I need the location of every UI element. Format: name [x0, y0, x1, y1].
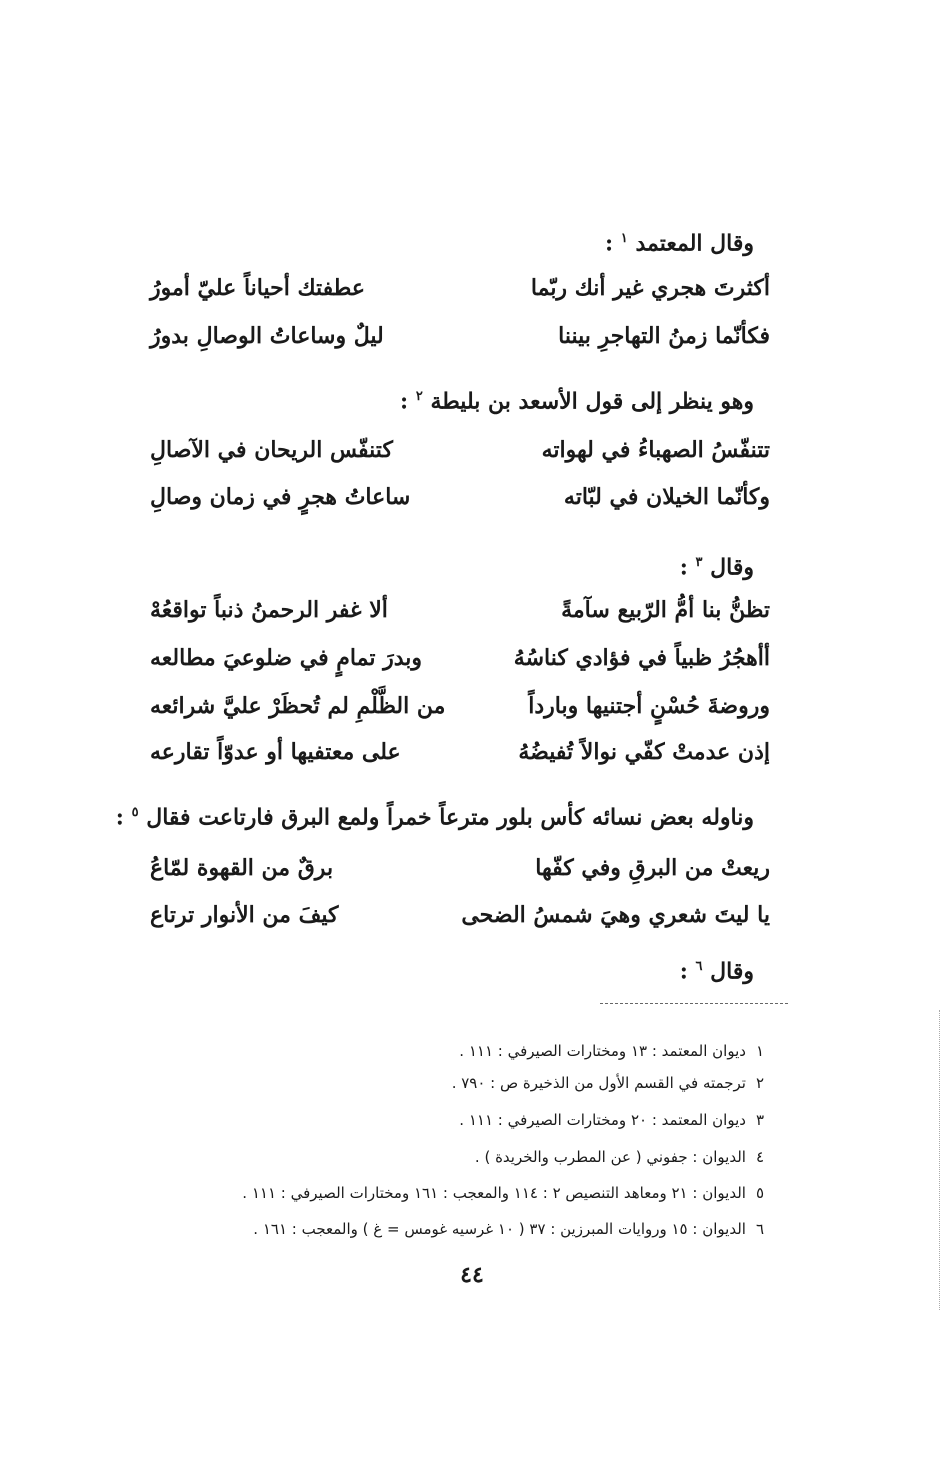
footnote-number: ٦: [755, 1220, 764, 1238]
note-marker: ٢: [415, 389, 423, 404]
verse-line: [150, 686, 770, 726]
verse-first-hemistich: أأهجُرُ ظبياً في فؤادي كناسُهُ: [513, 645, 770, 671]
footnote: [452, 1070, 764, 1096]
scan-margin-marks: [933, 1010, 940, 1310]
verse-first-hemistich: يا ليتَ شعري وهيَ شمسُ الضحى: [461, 902, 770, 928]
footnote-text: الديوان : جفوني ( عن المطرب والخريدة ) .: [474, 1148, 746, 1166]
note-marker: ٦: [695, 959, 703, 974]
verse-second-hemistich: من الظَّلْمِ لم تُحظَرْ عليَّ شرائعه: [150, 693, 446, 719]
verse-second-hemistich: عطفتك أحياناً عليّ أمورُ: [150, 275, 365, 301]
section-intro: [680, 546, 754, 584]
verse-line: [150, 638, 770, 678]
footnote-number: ٢: [755, 1074, 764, 1092]
section-intro: [116, 796, 754, 834]
footnote-number: ٤: [755, 1148, 764, 1166]
verse-first-hemistich: إذن عدمتْ كفّي نوالاً تُفيضُهُ: [518, 739, 770, 765]
verse-first-hemistich: تتنفّسُ الصهباءُ في لهواته: [541, 437, 770, 463]
verse-line: [150, 590, 770, 630]
note-marker: ٥: [131, 805, 139, 820]
verse-second-hemistich: على معتفيها أو عدوّاً تقارعه: [150, 739, 401, 765]
intro-text: وقال المعتمد: [635, 230, 754, 257]
verse-second-hemistich: كتنفّس الريحان في الآصالِ: [150, 437, 393, 463]
verse-second-hemistich: برقٌ من القهوة لمّاعُ: [150, 855, 334, 881]
verse-line: [150, 430, 770, 470]
footnote-separator: [600, 1003, 788, 1004]
verse-line: [150, 268, 770, 308]
verse-second-hemistich: ليلٌ وساعاتُ الوصالِ بدورُ: [150, 323, 384, 349]
page-number: ٤٤: [460, 1262, 484, 1288]
intro-text: وهو ينظر إلى قول الأسعد بن بليطة: [430, 388, 754, 415]
footnote-number: ٥: [755, 1184, 764, 1202]
verse-first-hemistich: فكأنّما زمنُ التهاجرِ بيننا: [558, 323, 770, 349]
verse-first-hemistich: وروضةَ حُسْنٍ أجتنيها وبارداً: [528, 693, 770, 719]
footnote-text: ديوان المعتمد : ٢٠ ومختارات الصيرفي : ١١١ .: [459, 1111, 746, 1129]
footnote-text: ترجمته في القسم الأول من الذخيرة ص : ٧٩٠ .: [451, 1074, 746, 1092]
footnote: [242, 1180, 764, 1206]
intro-text: وقال: [710, 554, 754, 581]
footnote: [253, 1216, 764, 1242]
intro-colon: :: [115, 804, 124, 831]
verse-first-hemistich: وكأنّما الخيلان في لبّاته: [563, 484, 770, 510]
note-marker: ١: [620, 231, 628, 246]
intro-colon: :: [605, 230, 614, 257]
intro-colon: :: [679, 554, 688, 581]
verse-second-hemistich: كيفَ من الأنوار ترتاع: [150, 902, 339, 928]
footnote-text: الديوان : ١٥ وروايات المبرزين : ٣٧ ( ١٠ غرسيه غومس = غ ) والمعجب : ١٦١ .: [253, 1220, 746, 1238]
verse-line: [150, 477, 770, 517]
verse-second-hemistich: ألا غفر الرحمنُ ذنباً تواقعُهْ: [150, 597, 388, 623]
note-marker: ٣: [695, 555, 703, 570]
verse-line: [150, 848, 770, 888]
verse-first-hemistich: تظنُّ بنا أمُّ الرّبيع سآمةً: [561, 597, 770, 623]
intro-text: وقال: [710, 958, 754, 985]
verse-line: [150, 895, 770, 935]
intro-colon: :: [679, 958, 688, 985]
intro-text: وناوله بعض نسائه كأس بلور مترعاً خمراً ولمع البرق فارتاعت فقال: [146, 804, 754, 831]
verse-first-hemistich: أكثرتَ هجري غير أنك ربّما: [530, 275, 770, 301]
intro-colon: :: [400, 388, 409, 415]
verse-first-hemistich: ريعتْ من البرقِ وفي كفّها: [535, 855, 770, 881]
footnote-number: ٣: [755, 1111, 764, 1129]
footnote: [459, 1107, 764, 1133]
verse-line: [150, 316, 770, 356]
section-intro: [680, 950, 754, 988]
verse-line: [150, 732, 770, 772]
verse-second-hemistich: ساعاتُ هجرٍ في زمان وصالِ: [150, 484, 411, 510]
footnote: [459, 1038, 764, 1064]
section-intro: [605, 222, 754, 260]
footnote-text: ديوان المعتمد : ١٣ ومختارات الصيرفي : ١١١ .: [459, 1042, 746, 1060]
footnote-text: الديوان : ٢١ ومعاهد التنصيص ٢ : ١١٤ والمعجب : ١٦١ ومختارات الصيرفي : ١١١ .: [242, 1184, 746, 1202]
footnote: [475, 1144, 764, 1170]
footnote-number: ١: [755, 1042, 764, 1060]
section-intro: [400, 380, 754, 418]
verse-second-hemistich: وبدرَ تمامٍ في ضلوعيَ مطالعه: [150, 645, 423, 671]
